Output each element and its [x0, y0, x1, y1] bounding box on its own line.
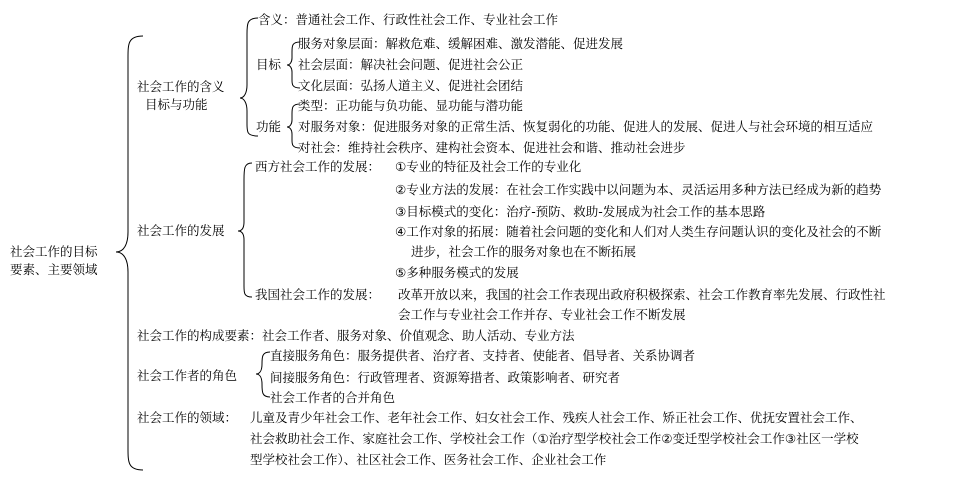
west-label: 西方社会工作的发展：: [255, 159, 381, 174]
west-item: ①专业的特征及社会工作的专业化: [395, 159, 582, 174]
goal-label: 目标: [256, 57, 282, 72]
field-text-line1: 儿童及青少年社会工作、老年社会工作、妇女社会工作、残疾人社会工作、矫正社会工作、优抚安置社会工作、: [250, 410, 863, 425]
china-label: 我国社会工作的发展：: [255, 287, 381, 302]
s5-label: 社会工作的领域：: [137, 410, 238, 425]
west-item-continuation: 进步，社会工作的服务对象也在不断拓展: [411, 244, 637, 259]
s1-title-line1: 社会工作的含义: [137, 79, 225, 94]
s3-elements: 社会工作的构成要素：社会工作者、服务对象、价值观念、助人活动、专业方法: [137, 328, 575, 343]
root-brace: [116, 36, 143, 470]
s1-title-line2: 目标与功能: [145, 97, 208, 112]
field-text-line3: 型学校社会工作）、社区社会工作、医务社会工作、企业社会工作: [250, 452, 607, 467]
china-text-line2: 会工作与专业社会工作并存、专业社会工作不断发展: [398, 307, 686, 322]
func-item: 对社会：维持社会秩序、建构社会资本、促进社会和谐、推动社会进步: [298, 140, 686, 155]
func-item: 对服务对象：促进服务对象的正常生活、恢复弱化的功能、促进人的发展、促进人与社会环境的相互适应: [298, 119, 874, 134]
role-item: 间接服务角色：行政管理者、资源筹措者、政策影响者、研究者: [270, 370, 621, 385]
func-item: 类型：正功能与负功能、显功能与潜功能: [298, 98, 524, 113]
west-item: ④工作对象的拓展：随着社会问题的变化和人们对人类生存问题认识的变化及社会的不断: [395, 224, 882, 239]
root-label-line1: 社会工作的目标: [10, 244, 98, 259]
field-text-line2: 社会救助社会工作、家庭社会工作、学校社会工作（①治疗型学校社会工作②变迁型学校社会工作③社区一学校: [250, 431, 859, 446]
s4-title: 社会工作者的角色: [137, 368, 238, 383]
goal-item: 服务对象层面：解救危难、缓解困难、激发潜能、促进发展: [298, 36, 624, 51]
s4-brace: [256, 352, 270, 397]
s2-title: 社会工作的发展: [137, 223, 225, 238]
role-item: 直接服务角色：服务提供者、治疗者、支持者、使能者、倡导者、关系协调者: [270, 348, 696, 363]
meaning-text: 含义：普通社会工作、行政性社会工作、专业社会工作: [258, 12, 559, 27]
west-item: ③目标模式的变化：治疗-预防、救助-发展成为社会工作的基本思路: [395, 204, 766, 219]
root-label-line2: 要素、主要领域: [10, 262, 98, 277]
west-item: ⑤多种服务模式的发展: [395, 265, 519, 280]
role-item: 社会工作者的合并角色: [270, 390, 396, 405]
west-item: ②专业方法的发展：在社会工作实践中以问题为本、灵活运用多种方法已经成为新的趋势: [395, 182, 882, 197]
func-label: 功能: [256, 119, 282, 134]
s2-brace: [238, 163, 252, 297]
china-text-line1: 改革开放以来，我国的社会工作表现出政府积极探索、社会工作教育率先发展、行政性社: [398, 287, 886, 302]
goal-item: 文化层面：弘扬人道主义、促进社会团结: [298, 78, 524, 93]
goal-item: 社会层面：解决社会问题、促进社会公正: [298, 57, 524, 72]
